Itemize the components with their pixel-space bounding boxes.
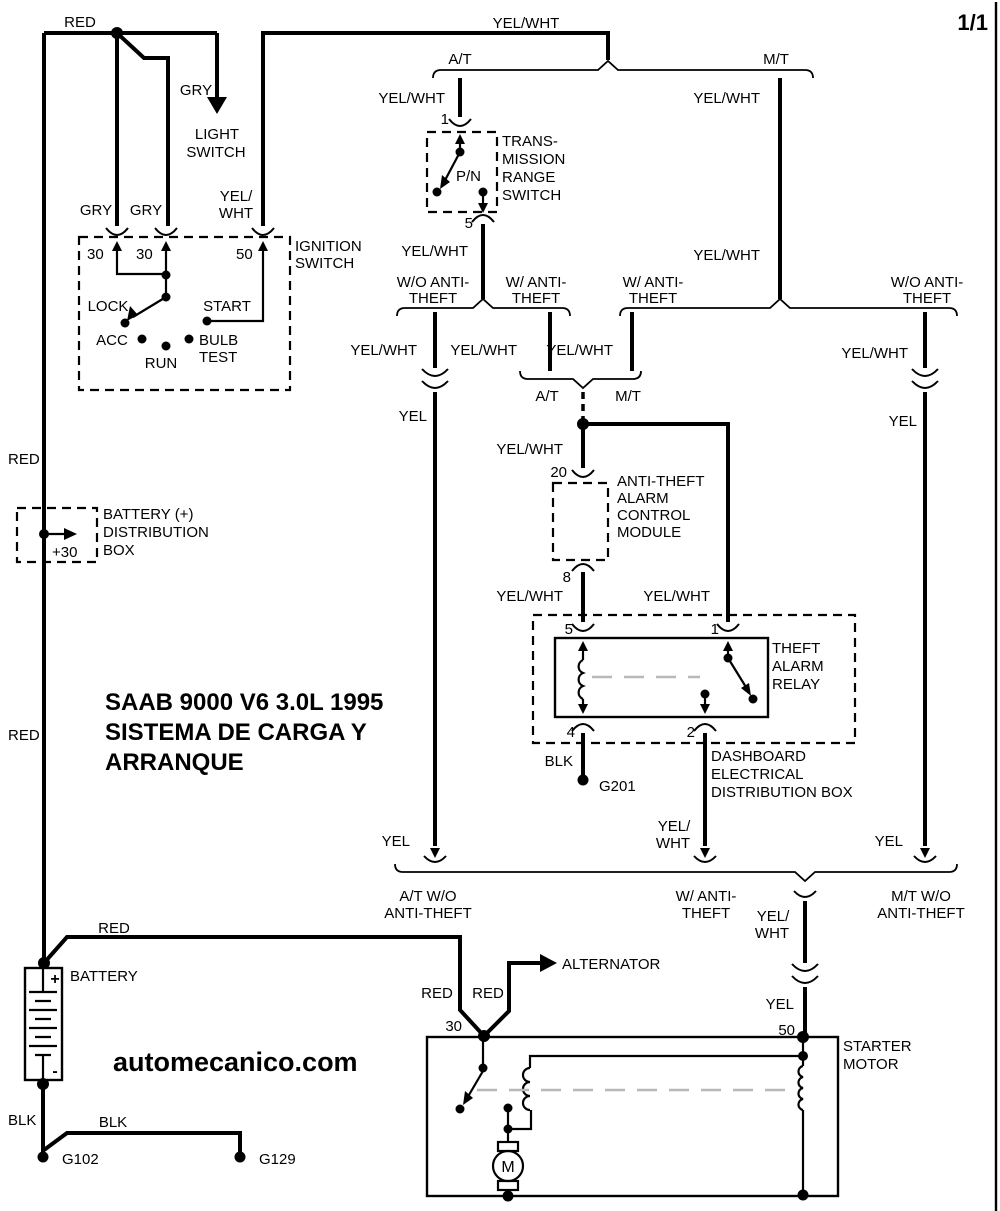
watermark: automecanico.com (113, 1047, 358, 1077)
ground-dot (798, 1190, 809, 1201)
w-anti-theft-label-2: THEFT (511, 290, 561, 307)
battery-plates-icon (29, 992, 57, 1055)
wo-anti-theft-label-2: THEFT (408, 290, 458, 307)
pos-run-label: RUN (144, 355, 178, 372)
junction-dot (38, 957, 50, 969)
yelwht-label-2: WHT (655, 835, 691, 852)
yel-label: YEL (398, 408, 427, 425)
ground-dot (503, 1191, 514, 1202)
dashboard-box-label-1: DASHBOARD (711, 748, 807, 765)
ground-g129 (226, 1151, 296, 1176)
battery-minus-label: - (52, 1063, 58, 1080)
motor-m-label: M (501, 1159, 515, 1176)
solenoid-bottom-link (508, 1108, 531, 1129)
ignition-pin-connectors (106, 228, 274, 235)
contact-acc (138, 335, 147, 344)
pin-5-label: 5 (464, 215, 473, 232)
ground-dot (235, 1152, 246, 1163)
pin-1-label: 1 (440, 111, 449, 128)
relay-pin-4-label: 4 (566, 724, 575, 741)
brace-at-mt-merge (520, 371, 641, 388)
arrow-into-brace-mid (700, 848, 710, 858)
yelwht-label: YEL/WHT (492, 15, 560, 32)
trans-pin5-connector (472, 215, 494, 222)
light-switch-label-2: SWITCH (186, 144, 246, 161)
relay-contact-end (749, 695, 758, 704)
pin-50-label: 50 (236, 246, 253, 263)
motor-brush-bottom-icon (498, 1181, 518, 1190)
w-anti-theft-label-1: W/ ANTI- (675, 888, 737, 905)
wo-anti-theft-label-1: W/O ANTI- (396, 274, 470, 291)
alternator-arrow-icon (540, 954, 557, 972)
relay-pin-2-label: 2 (686, 724, 695, 741)
ground-dot (38, 1152, 49, 1163)
w-anti-theft-label-2: THEFT (628, 290, 678, 307)
yelwht-label: YEL/WHT (496, 441, 563, 458)
yelwht-label-1: YEL/ (657, 818, 691, 835)
wire-gry-2 (117, 33, 168, 226)
ground-starter-field (789, 1190, 817, 1211)
yelwht-label: YEL/WHT (546, 342, 613, 359)
title-line-1: SAAB 9000 V6 3.0L 1995 (105, 689, 384, 716)
dist-box-label-1: BATTERY (+) (103, 506, 194, 523)
junction-dot (798, 1051, 808, 1061)
gry-label: GRY (179, 82, 213, 99)
starter-blade-arrow-icon (463, 1091, 473, 1105)
blk-label: BLK (544, 753, 573, 770)
starter-contact-left (456, 1105, 465, 1114)
blk-label: BLK (98, 1114, 128, 1131)
g201-label: G201 (599, 778, 636, 795)
blk-label: BLK (8, 1112, 37, 1129)
yelwht-label: YEL/WHT (643, 588, 710, 605)
mt-label: M/T (615, 388, 641, 405)
yel-label: YEL (381, 833, 410, 850)
yelwht-label: YEL/WHT (496, 588, 563, 605)
starter-motor-box (427, 1037, 838, 1196)
ground-starter-motor (494, 1191, 522, 1211)
dashboard-box-label-3: DISTRIBUTION BOX (711, 784, 853, 801)
module-label-3: CONTROL (617, 507, 691, 524)
red-label: RED (8, 727, 40, 744)
gry-label: GRY (79, 202, 113, 219)
at-wo-anti-theft-label-1: A/T W/O (399, 888, 457, 905)
light-switch-arrow-icon (207, 97, 227, 114)
motor-brush-top-icon (498, 1142, 518, 1151)
red-label: RED (421, 985, 453, 1002)
module-box (553, 483, 608, 560)
yelwht-label-2: WHT (218, 205, 254, 222)
at-wo-anti-theft-label-2: ANTI-THEFT (384, 905, 472, 922)
yelwht-label-1: YEL/ (756, 908, 790, 925)
yel-label: YEL (765, 996, 794, 1013)
module-pin8-connector (572, 564, 594, 571)
trans-contact-top (456, 148, 465, 157)
red-label: RED (8, 451, 40, 468)
mt-wo-anti-theft-label-2: ANTI-THEFT (877, 905, 965, 922)
module-label-1: ANTI-THEFT (617, 473, 705, 490)
mt-wo-anti-theft-label-1: M/T W/O (891, 888, 951, 905)
relay-coil-arrow-down-icon (578, 704, 588, 714)
arrow-into-brace-right (920, 848, 930, 858)
relay-out-arrow-icon (700, 704, 710, 714)
yelwht-label: YEL/WHT (693, 247, 760, 264)
pos-bulb-label-1: BULB (199, 332, 239, 349)
module-label-4: MODULE (617, 524, 682, 541)
red-label: RED (64, 14, 96, 31)
battery-label: BATTERY (70, 968, 138, 985)
pn-label: P/N (456, 168, 482, 185)
dist-box-label-3: BOX (103, 542, 135, 559)
ground-dot (578, 775, 589, 786)
ignition-switch-label-1: IGNITION (295, 238, 362, 255)
dist-tap-arrow-icon (64, 528, 77, 540)
ignition-switch-label-2: SWITCH (295, 255, 355, 272)
red-label: RED (472, 985, 504, 1002)
yelwht-label: YEL/WHT (841, 345, 908, 362)
at-label: A/T (448, 51, 472, 68)
yel-label: YEL (888, 413, 917, 430)
connector-break-bottom (792, 964, 818, 983)
g102-label: G102 (62, 1151, 99, 1168)
wire-blk-to-g129 (44, 1133, 240, 1152)
ignition-switch-blade (133, 297, 166, 317)
solenoid-top-link (530, 1056, 803, 1068)
yelwht-label: YEL/WHT (401, 243, 468, 260)
starter-label-2: MOTOR (843, 1056, 899, 1073)
junction-dot (111, 27, 123, 39)
yelwht-label-1: YEL/ (219, 188, 253, 205)
ground-g102 (29, 1151, 99, 1176)
yelwht-label-2: WHT (754, 925, 790, 942)
alternator-label: ALTERNATOR (562, 956, 661, 973)
dashboard-box-label-2: ELECTRICAL (711, 766, 804, 783)
wo-anti-theft-label-2: THEFT (902, 290, 952, 307)
g129-label: G129 (259, 1151, 296, 1168)
starter-label-1: STARTER (843, 1038, 912, 1055)
relay-pin-5-label: 5 (564, 621, 573, 638)
yelwht-label: YEL/WHT (378, 90, 445, 107)
page-number: 1/1 (957, 10, 988, 35)
brace-bottom-merge (395, 864, 957, 881)
title-line-2: SISTEMA DE CARGA Y (105, 719, 367, 746)
relay-coil-icon (579, 660, 583, 699)
terminal-30-label: +30 (52, 544, 78, 561)
contact-run (162, 342, 171, 351)
junction-dot-50 (797, 1031, 809, 1043)
w-anti-theft-label-2: THEFT (681, 905, 731, 922)
ignition-blade-arrow-icon (127, 306, 138, 321)
trans-label-1: TRANS- (502, 133, 558, 150)
contact-start (203, 317, 212, 326)
alternator (540, 954, 661, 973)
trans-label-2: MISSION (502, 151, 566, 168)
yelwht-label: YEL/WHT (450, 342, 517, 359)
trans-label-3: RANGE (502, 169, 556, 186)
w-anti-theft-label-1: W/ ANTI- (622, 274, 684, 291)
trans-contact-left (433, 188, 442, 197)
relay-pin-1-label: 1 (710, 621, 719, 638)
module-label-2: ALARM (617, 490, 669, 507)
pos-acc-label: ACC (96, 332, 128, 349)
contact-lock (121, 319, 130, 328)
contact-bulb-test (185, 335, 194, 344)
relay-contact-top (724, 654, 733, 663)
diagram-title (105, 689, 383, 776)
junction-dot (162, 271, 171, 280)
w-anti-theft-label-1: W/ ANTI- (505, 274, 567, 291)
light-switch-label-1: LIGHT (194, 126, 240, 143)
battery-plus-label: + (50, 971, 60, 988)
junction-dot (162, 293, 171, 302)
connector-break-left (422, 369, 448, 388)
arrow-into-brace-left (430, 848, 440, 858)
trans-label-4: SWITCH (502, 187, 562, 204)
wire-red-battery-to-starter30 (44, 937, 484, 1036)
trans-contact-pn (479, 188, 488, 197)
pos-bulb-label-2: TEST (199, 349, 238, 366)
title-line-3: ARRANQUE (105, 749, 244, 776)
relay-contact-out (701, 690, 710, 699)
red-label: RED (98, 920, 130, 937)
at-label: A/T (535, 388, 559, 405)
pin-30-label: 30 (87, 246, 104, 263)
mt-label: M/T (763, 51, 789, 68)
relay-label-1: THEFT (772, 640, 821, 657)
wire-label-texts (8, 14, 965, 1131)
ground-g201 (569, 775, 636, 800)
pos-start-label: START (203, 298, 251, 315)
junction-dot (37, 1078, 49, 1090)
relay-label-2: ALARM (772, 658, 824, 675)
pin-20-label: 20 (550, 464, 567, 481)
brace-at-mt-top (433, 61, 813, 78)
light-switch (180, 82, 246, 161)
anti-theft-module (550, 464, 704, 586)
yelwht-label: YEL/WHT (350, 342, 417, 359)
trans-pin1-connector (449, 119, 471, 126)
dist-box-label-2: DISTRIBUTION (103, 524, 209, 541)
starter-pin-30-label: 30 (445, 1018, 462, 1035)
connector-brace-out (794, 891, 816, 897)
starter-pin-50-label: 50 (778, 1022, 795, 1039)
connector-break-right (912, 369, 938, 388)
relay-label-3: RELAY (772, 676, 821, 693)
module-pin20-connector (572, 470, 594, 477)
starter-field-coil-icon (798, 1066, 803, 1110)
ignition-switch (79, 228, 362, 390)
yelwht-label: YEL/WHT (693, 90, 760, 107)
junction-dot (577, 418, 589, 430)
yel-label: YEL (874, 833, 903, 850)
pin-8-label: 8 (562, 569, 571, 586)
gry-label: GRY (129, 202, 163, 219)
pin-30-label: 30 (136, 246, 153, 263)
junction-dot-30 (478, 1030, 490, 1042)
trans-blade-arrow-icon (440, 175, 450, 189)
transmission-range-switch (427, 111, 565, 232)
relay-blade-arrow-icon (741, 683, 751, 696)
wo-anti-theft-label-1: W/O ANTI- (890, 274, 964, 291)
pos-lock-label: LOCK (87, 298, 129, 315)
starter-motor (427, 1018, 912, 1211)
